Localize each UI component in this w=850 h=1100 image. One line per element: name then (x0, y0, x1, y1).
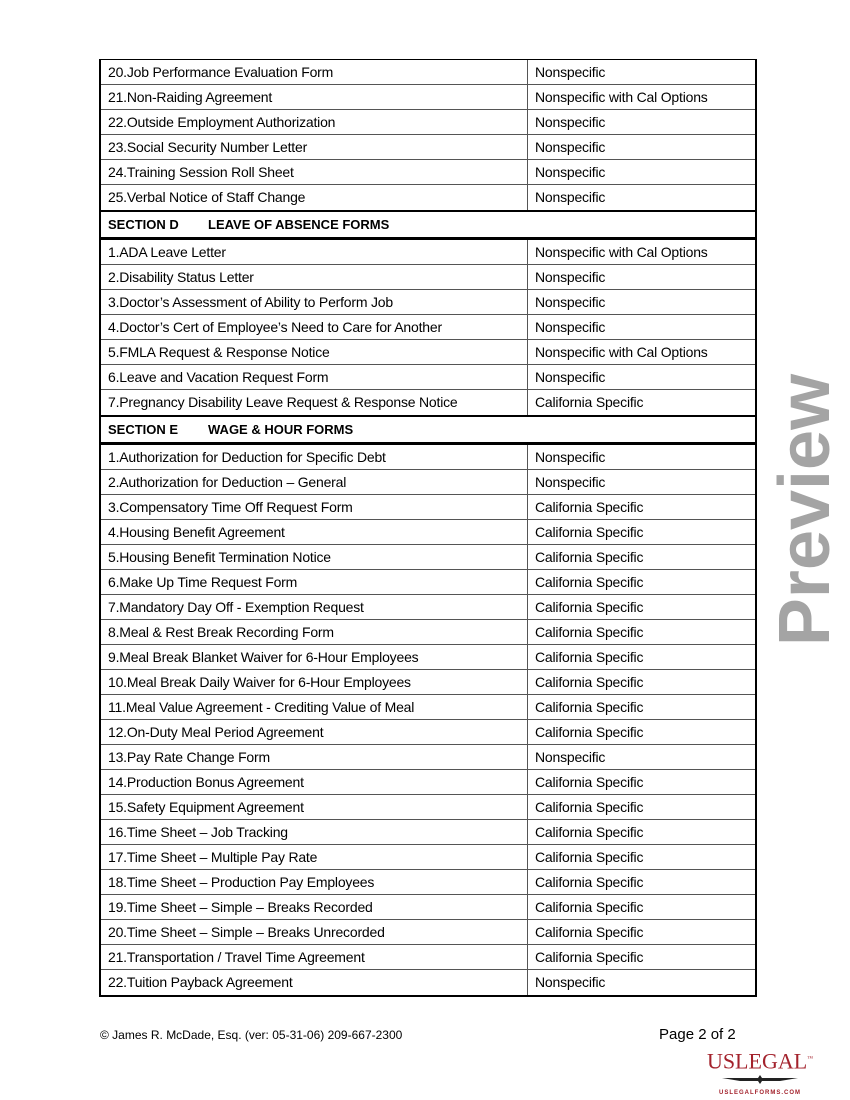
form-applicability: California Specific (535, 699, 644, 715)
form-name: 22.Tuition Payback Agreement (101, 970, 528, 995)
table-row (101, 495, 755, 520)
table-row (101, 265, 755, 290)
table-row (101, 365, 755, 390)
table-row (101, 110, 755, 135)
forms-table (99, 59, 757, 997)
form-name: 1.ADA Leave Letter (101, 240, 528, 264)
form-name: 6.Make Up Time Request Form (101, 570, 528, 594)
table-row (101, 545, 755, 570)
section-title: LEAVE OF ABSENCE FORMS (208, 217, 390, 232)
form-applicability: Nonspecific (535, 164, 606, 180)
form-applicability: California Specific (535, 394, 644, 410)
form-name: 20.Job Performance Evaluation Form (101, 60, 528, 84)
form-applicability: California Specific (535, 674, 644, 690)
table-row (101, 135, 755, 160)
table-row (101, 820, 755, 845)
form-name: 19.Time Sheet – Simple – Breaks Recorded (101, 895, 528, 919)
table-row (101, 520, 755, 545)
table-row (101, 60, 755, 85)
form-applicability: Nonspecific (535, 294, 606, 310)
form-applicability: Nonspecific (535, 114, 606, 130)
table-row (101, 795, 755, 820)
form-name: 7.Mandatory Day Off - Exemption Request (101, 595, 528, 619)
form-applicability: California Specific (535, 849, 644, 865)
form-name: 8.Meal & Rest Break Recording Form (101, 620, 528, 644)
page-number: Page 2 of 2 (659, 1026, 736, 1043)
section-header (101, 415, 755, 445)
form-name: 21.Transportation / Travel Time Agreement (101, 945, 528, 969)
form-name: 11.Meal Value Agreement - Crediting Value of Meal (101, 695, 528, 719)
logo-tm: ™ (807, 1056, 814, 1062)
form-applicability: Nonspecific (535, 269, 606, 285)
form-applicability: California Specific (535, 799, 644, 815)
table-row (101, 620, 755, 645)
form-applicability: Nonspecific with Cal Options (535, 89, 708, 105)
form-applicability: California Specific (535, 949, 644, 965)
form-applicability: California Specific (535, 549, 644, 565)
table-row (101, 470, 755, 495)
form-name: 2.Disability Status Letter (101, 265, 528, 289)
table-row (101, 870, 755, 895)
form-name: 1.Authorization for Deduction for Specific Debt (101, 445, 528, 469)
form-applicability: Nonspecific (535, 474, 606, 490)
form-name: 9.Meal Break Blanket Waiver for 6-Hour Employees (101, 645, 528, 669)
form-applicability: California Specific (535, 624, 644, 640)
form-name: 10.Meal Break Daily Waiver for 6-Hour Employees (101, 670, 528, 694)
table-row (101, 390, 755, 415)
table-row (101, 315, 755, 340)
preview-watermark: Preview (765, 373, 845, 647)
form-applicability: California Specific (535, 824, 644, 840)
form-applicability: California Specific (535, 874, 644, 890)
form-applicability: Nonspecific (535, 64, 606, 80)
form-applicability: Nonspecific (535, 449, 606, 465)
table-row (101, 720, 755, 745)
table-row (101, 695, 755, 720)
form-name: 4.Doctor’s Cert of Employee’s Need to Care for Another (101, 315, 528, 339)
form-name: 3.Doctor’s Assessment of Ability to Perform Job (101, 290, 528, 314)
form-applicability: Nonspecific (535, 189, 606, 205)
form-applicability: Nonspecific with Cal Options (535, 244, 708, 260)
form-name: 23.Social Security Number Letter (101, 135, 528, 159)
form-name: 14.Production Bonus Agreement (101, 770, 528, 794)
form-applicability: California Specific (535, 924, 644, 940)
section-header (101, 210, 755, 240)
form-name: 5.FMLA Request & Response Notice (101, 340, 528, 364)
table-row (101, 670, 755, 695)
form-applicability: California Specific (535, 724, 644, 740)
table-row (101, 570, 755, 595)
table-row (101, 290, 755, 315)
form-applicability: California Specific (535, 774, 644, 790)
table-row (101, 920, 755, 945)
table-row (101, 745, 755, 770)
footer-copyright: © James R. McDade, Esq. (ver: 05-31-06) 209-667-2300 (100, 1028, 403, 1042)
table-row (101, 970, 755, 995)
logo-name: USLEGAL (706, 1048, 808, 1074)
form-name: 20.Time Sheet – Simple – Breaks Unrecorded (101, 920, 528, 944)
form-applicability: Nonspecific (535, 369, 606, 385)
form-applicability: Nonspecific (535, 319, 606, 335)
form-name: 21.Non-Raiding Agreement (101, 85, 528, 109)
form-name: 3.Compensatory Time Off Request Form (101, 495, 528, 519)
section-title: WAGE & HOUR FORMS (208, 422, 354, 437)
table-row (101, 240, 755, 265)
form-name: 13.Pay Rate Change Form (101, 745, 528, 769)
section-label: SECTION E (108, 422, 179, 437)
section-label: SECTION D (108, 217, 179, 232)
form-name: 25.Verbal Notice of Staff Change (101, 185, 528, 210)
form-name: 17.Time Sheet – Multiple Pay Rate (101, 845, 528, 869)
table-row (101, 945, 755, 970)
uslegal-logo (705, 1048, 815, 1096)
form-applicability: California Specific (535, 599, 644, 615)
form-name: 6.Leave and Vacation Request Form (101, 365, 528, 389)
table-row (101, 445, 755, 470)
form-name: 16.Time Sheet – Job Tracking (101, 820, 528, 844)
form-applicability: Nonspecific with Cal Options (535, 344, 708, 360)
form-name: 7.Pregnancy Disability Leave Request & Response Notice (101, 390, 528, 415)
table-row (101, 895, 755, 920)
eagle-icon (720, 1075, 800, 1085)
form-applicability: California Specific (535, 499, 644, 515)
table-row (101, 595, 755, 620)
form-name: 15.Safety Equipment Agreement (101, 795, 528, 819)
form-name: 22.Outside Employment Authorization (101, 110, 528, 134)
logo-url: USLEGALFORMS.COM (719, 1090, 801, 1097)
form-applicability: California Specific (535, 899, 644, 915)
table-row (101, 160, 755, 185)
form-name: 24.Training Session Roll Sheet (101, 160, 528, 184)
table-row (101, 185, 755, 210)
form-applicability: Nonspecific (535, 139, 606, 155)
form-name: 12.On-Duty Meal Period Agreement (101, 720, 528, 744)
table-row (101, 845, 755, 870)
form-name: 2.Authorization for Deduction – General (101, 470, 528, 494)
form-applicability: California Specific (535, 649, 644, 665)
form-name: 4.Housing Benefit Agreement (101, 520, 528, 544)
form-applicability: California Specific (535, 574, 644, 590)
table-row (101, 340, 755, 365)
form-applicability: Nonspecific (535, 974, 606, 990)
form-applicability: Nonspecific (535, 749, 606, 765)
table-row (101, 645, 755, 670)
table-row (101, 770, 755, 795)
form-name: 18.Time Sheet – Production Pay Employees (101, 870, 528, 894)
table-row (101, 85, 755, 110)
form-applicability: California Specific (535, 524, 644, 540)
form-name: 5.Housing Benefit Termination Notice (101, 545, 528, 569)
